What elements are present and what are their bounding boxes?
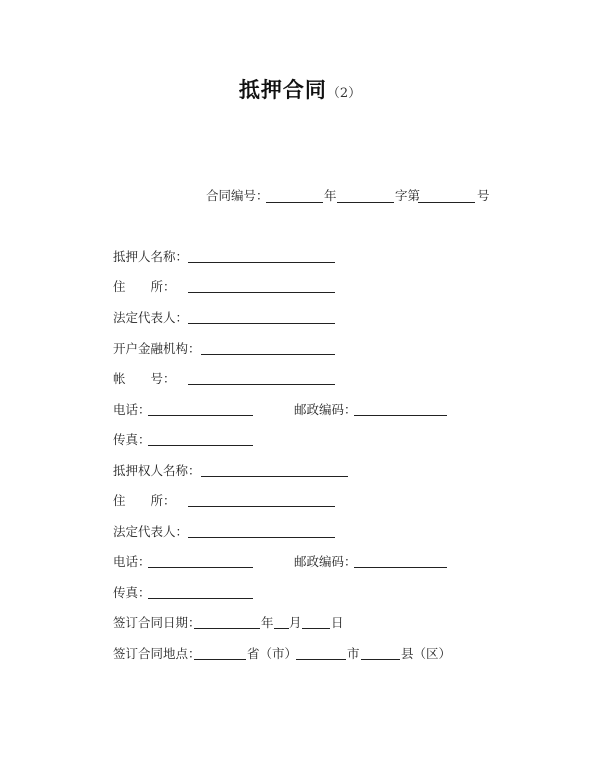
mortgagee-address-label: 住 所： [113, 493, 176, 508]
title-main: 抵押合同 [238, 78, 327, 102]
sign-place-label: 签订合同地点： [113, 646, 201, 661]
mortgagor-bank-label: 开户金融机构： [113, 341, 201, 356]
sign-date-month: 月 [289, 615, 302, 630]
contract-no-label: 合同编号： [206, 188, 269, 203]
contract-no-zidi: 字第 [395, 188, 421, 203]
mortgagee-fax-label: 传真： [113, 585, 151, 600]
sign-date-year: 年 [261, 615, 274, 630]
mortgagee-name-field[interactable] [201, 476, 348, 477]
contract-no-hao: 号 [477, 188, 490, 203]
sign-place-city-field[interactable] [296, 659, 346, 660]
mortgagor-account-label: 帐 号： [113, 371, 176, 386]
mortgagee-rep-label: 法定代表人： [113, 524, 189, 539]
sign-place-county: 县（区） [401, 646, 452, 661]
mortgagor-address-label: 住 所： [113, 279, 176, 294]
mortgagor-postcode-label: 邮政编码： [294, 402, 357, 417]
sign-date-year-field[interactable] [194, 628, 260, 629]
mortgagor-bank-field[interactable] [201, 354, 335, 355]
contract-no-year: 年 [324, 188, 337, 203]
sign-date-day: 日 [331, 615, 344, 630]
mortgagee-phone-field[interactable] [148, 567, 253, 568]
sign-place-province-field[interactable] [194, 659, 246, 660]
contract-no-blank-2[interactable] [337, 202, 394, 203]
mortgagee-phone-label: 电话： [113, 554, 151, 569]
sign-place-province: 省（市） [247, 646, 298, 661]
title-sub: （2） [326, 86, 362, 101]
mortgagor-postcode-field[interactable] [354, 415, 447, 416]
sign-place-city: 市 [347, 646, 360, 661]
mortgagee-name-label: 抵押权人名称： [113, 463, 201, 478]
document-title [0, 74, 600, 104]
mortgagee-postcode-field[interactable] [354, 567, 447, 568]
mortgagor-rep-label: 法定代表人： [113, 310, 189, 325]
sign-date-month-field[interactable] [274, 628, 289, 629]
mortgagor-rep-field[interactable] [188, 323, 335, 324]
mortgagor-name-field[interactable] [188, 262, 335, 263]
sign-date-label: 签订合同日期： [113, 615, 201, 630]
contract-no-blank-1[interactable] [266, 202, 323, 203]
mortgagor-name-label: 抵押人名称： [113, 249, 189, 264]
mortgagor-phone-label: 电话： [113, 402, 151, 417]
mortgagee-fax-field[interactable] [148, 598, 253, 599]
mortgagor-fax-field[interactable] [148, 445, 253, 446]
mortgagor-phone-field[interactable] [148, 415, 253, 416]
mortgagor-fax-label: 传真： [113, 432, 151, 447]
sign-date-day-field[interactable] [302, 628, 330, 629]
mortgagee-rep-field[interactable] [188, 537, 335, 538]
mortgagee-address-field[interactable] [188, 506, 335, 507]
mortgagor-account-field[interactable] [188, 384, 335, 385]
mortgagee-postcode-label: 邮政编码： [294, 554, 357, 569]
sign-place-county-field[interactable] [361, 659, 400, 660]
contract-no-blank-3[interactable] [418, 202, 475, 203]
mortgagor-address-field[interactable] [188, 292, 335, 293]
